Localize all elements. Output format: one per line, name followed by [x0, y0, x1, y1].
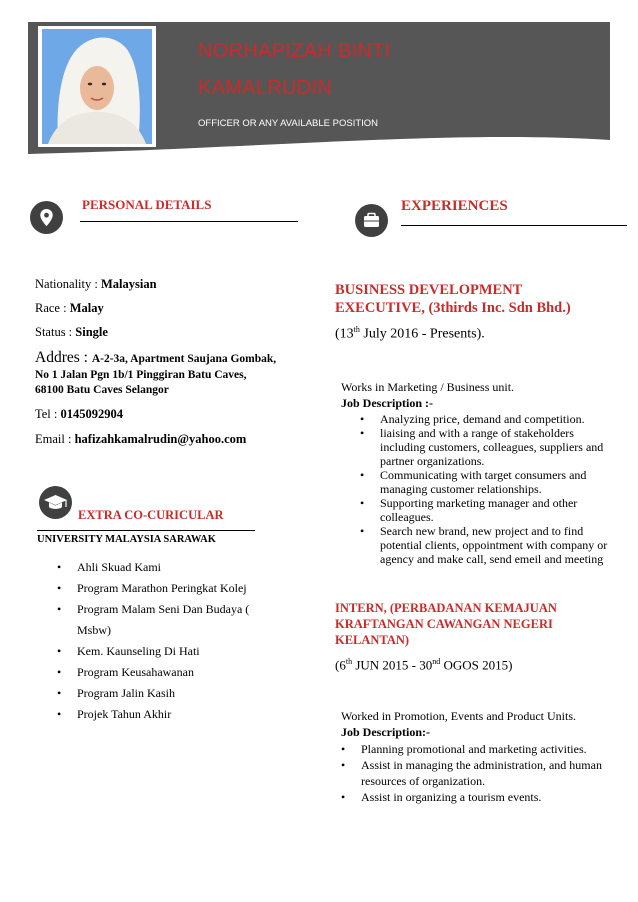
race-row: Race : Malay [35, 301, 104, 315]
list-item: • Search new brand, new project and to find potential clients, oppointment with company or agency and make call, send emeil and meeting [380, 524, 620, 566]
job2-duties-list [361, 741, 616, 805]
tel-value: 0145092904 [60, 407, 124, 421]
job2-date: (6th JUN 2015 - 30nd OGOS 2015) [335, 657, 513, 673]
job2-title-line3: KELANTAN) [335, 633, 410, 647]
address-line3: 68100 Batu Caves Selangor [35, 384, 169, 396]
extra-curricular-heading: EXTRA CO-CURICULAR [78, 508, 224, 522]
email-value: hafizahkamalrudin@yahoo.com [74, 432, 247, 446]
nationality-value: Malaysian [100, 277, 157, 291]
list-item: • Kem. Kaunseling Di Hati [77, 641, 249, 662]
list-item: • Assist in organizing a tourism events. [361, 789, 616, 805]
list-item: • Analyzing price, demand and competition. [380, 412, 620, 426]
list-item: • Supporting marketing manager and other colleagues. [380, 496, 620, 524]
job2-intro: Worked in Promotion, Events and Product Units. [341, 709, 577, 723]
list-item: • Projek Tahun Akhir [77, 704, 249, 725]
list-item: • Communicating with target consumers and managing customer relationships. [380, 468, 620, 496]
job1-desc-label: Job Description :- [341, 396, 433, 410]
job2-title-line1: INTERN, (PERBADANAN KEMAJUAN [335, 601, 557, 615]
list-item: • Program Keusahawanan [77, 662, 249, 683]
extra-curricular-list [77, 557, 249, 725]
list-item: • Planning promotional and marketing activities. [361, 741, 616, 757]
graduation-cap-icon [39, 486, 72, 519]
briefcase-icon [355, 204, 388, 237]
list-item: • Ahli Skuad Kami [77, 557, 249, 578]
candidate-name-line2: KAMALRUDIN [198, 77, 333, 99]
location-pin-icon [30, 201, 63, 234]
list-item-continuation: Msbw) [77, 623, 112, 637]
job2-title-line2: KRAFTANGAN CAWANGAN NEGERI [335, 617, 553, 631]
email-row: Email : hafizahkamalrudin@yahoo.com [35, 432, 247, 446]
candidate-name-line1: NORHAPIZAH BINTI [198, 40, 391, 62]
target-position: OFFICER OR ANY AVAILABLE POSITION [198, 118, 379, 129]
personal-details-heading: PERSONAL DETAILS [82, 197, 212, 212]
race-value: Malay [69, 301, 104, 315]
job1-date: (13th July 2016 - Presents). [335, 325, 485, 342]
job1-title-line2: EXECUTIVE, (3thirds Inc. Sdn Bhd.) [335, 300, 571, 316]
address-line1: A-2-3a, Apartment Saujana Gombak, [91, 353, 277, 365]
university-name: UNIVERSITY MALAYSIA SARAWAK [37, 534, 216, 545]
list-item: • Program Jalin Kasih [77, 683, 249, 704]
list-item: • Program Malam Seni Dan Budaya ( [77, 599, 249, 620]
job1-intro: Works in Marketing / Business unit. [341, 380, 515, 394]
job2-desc-label: Job Description:- [341, 725, 430, 739]
personal-details-divider [80, 221, 298, 222]
job1-title-line1: BUSINESS DEVELOPMENT [335, 282, 523, 298]
extra-curricular-divider [37, 530, 255, 531]
nationality-row: Nationality : Malaysian [35, 277, 157, 291]
experiences-heading: EXPERIENCES [401, 198, 508, 214]
status-row: Status : Single [35, 325, 108, 339]
list-item: • Assist in managing the administration, and human resources of organization. [361, 757, 616, 789]
list-item: • Program Marathon Peringkat Kolej [77, 578, 249, 599]
status-value: Single [75, 325, 108, 339]
address-line2: No 1 Jalan Pgn 1b/1 Pinggiran Batu Caves, [35, 369, 247, 381]
job1-duties-list [380, 412, 620, 566]
tel-row: Tel : 0145092904 [35, 407, 124, 421]
experiences-divider [401, 225, 627, 226]
profile-photo [38, 26, 156, 147]
list-item: • liaising and with a range of stakeholders including customers, colleagues, suppliers and partner organizations. [380, 426, 620, 468]
address-row: Addres : A-2-3a, Apartment Saujana Gombak, [35, 349, 277, 366]
